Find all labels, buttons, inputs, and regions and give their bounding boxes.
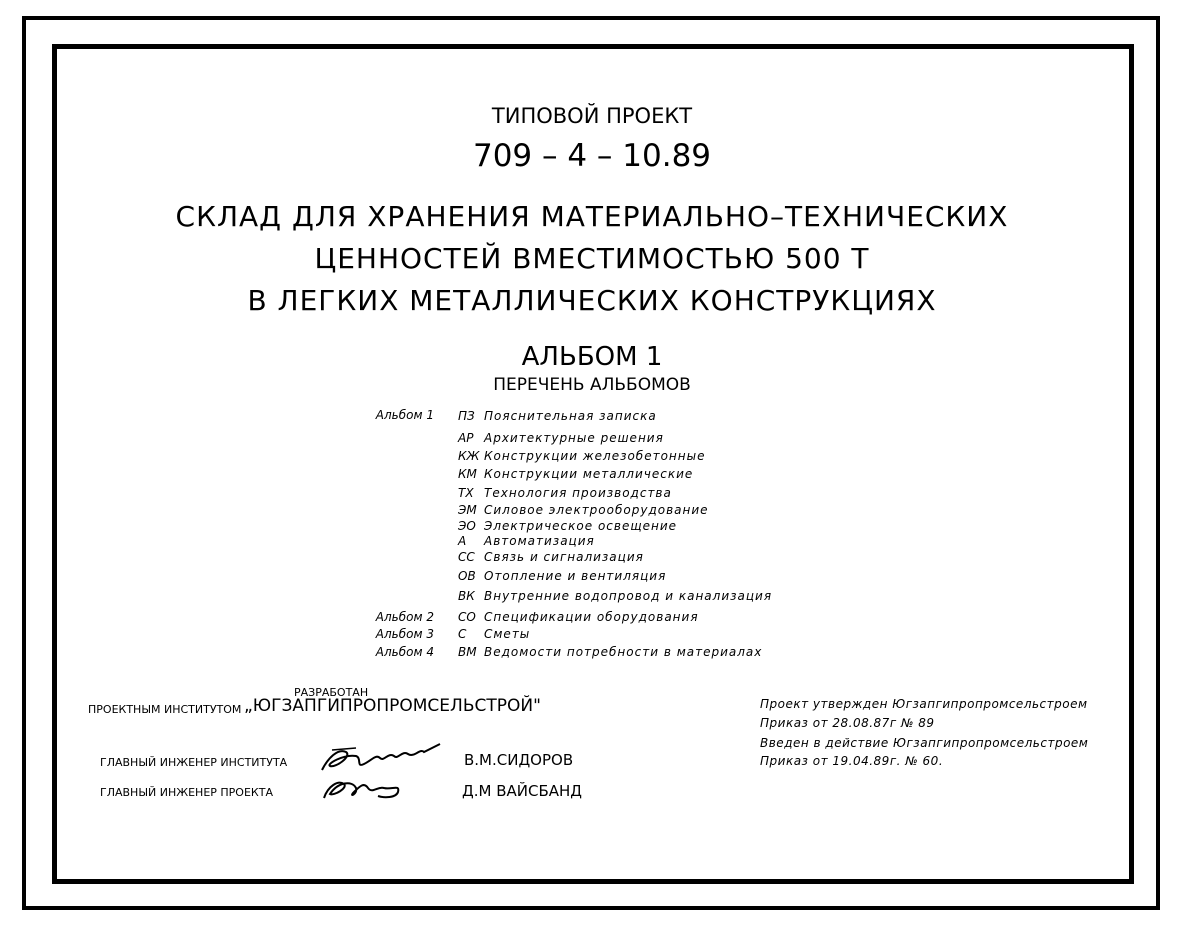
signature-project — [318, 772, 408, 806]
album-label-3: Альбом 3 — [375, 627, 434, 641]
approval-line-3: Введен в действие Югзапгипропромсельстроем — [760, 736, 1089, 750]
title-line-3: В ЛЕГКИХ МЕТАЛЛИЧЕСКИХ КОНСТРУКЦИЯХ — [247, 284, 937, 317]
chief-engineer-project-label: ГЛАВНЫЙ ИНЖЕНЕР ПРОЕКТА — [100, 786, 273, 799]
list-item: Силовое электрооборудование — [484, 503, 709, 517]
title-line-2: ЦЕННОСТЕЙ ВМЕСТИМОСТЬЮ 500 Т — [314, 242, 870, 275]
chief-engineer-project-name: Д.М ВАЙСБАНД — [462, 782, 582, 800]
album-title: АЛЬБОМ 1 — [521, 342, 663, 372]
list-code: ЭО — [458, 519, 476, 533]
list-code: ПЗ — [458, 409, 475, 423]
list-code: ТХ — [458, 486, 474, 500]
institute-prefix: ПРОЕКТНЫМ ИНСТИТУТОМ — [88, 703, 242, 716]
album-subtitle: ПЕРЕЧЕНЬ АЛЬБОМОВ — [493, 375, 691, 395]
list-item: Пояснительная записка — [484, 409, 657, 423]
album-label-1: Альбом 1 — [375, 408, 434, 422]
list-item: Внутренние водопровод и канализация — [484, 589, 773, 603]
title-line-1: СКЛАД ДЛЯ ХРАНЕНИЯ МАТЕРИАЛЬНО–ТЕХНИЧЕСКИХ — [175, 200, 1009, 233]
chief-engineer-institute-label: ГЛАВНЫЙ ИНЖЕНЕР ИНСТИТУТА — [100, 756, 288, 769]
list-code: ВМ — [458, 645, 477, 659]
list-item: Автоматизация — [484, 534, 595, 548]
list-code: СО — [458, 610, 476, 624]
list-code: СС — [458, 550, 475, 564]
list-code: ЭМ — [458, 503, 477, 517]
list-code: А — [458, 534, 467, 548]
list-code: С — [458, 627, 467, 641]
list-item: Сметы — [484, 627, 531, 641]
list-item: Архитектурные решения — [484, 431, 664, 445]
list-item: Технология производства — [484, 486, 672, 500]
list-code: ВК — [458, 589, 475, 603]
project-type: ТИПОВОЙ ПРОЕКТ — [491, 104, 693, 128]
album-label-2: Альбом 2 — [375, 610, 434, 624]
approval-line-2: Приказ от 28.08.87г № 89 — [760, 716, 935, 730]
list-item: Связь и сигнализация — [484, 550, 644, 564]
institute-name: „ЮГЗАПГИПРОПРОМСЕЛЬСТРОЙ" — [244, 696, 541, 716]
list-item: Электрическое освещение — [484, 519, 678, 533]
list-item: Ведомости потребности в материалах — [484, 645, 763, 659]
approval-line-4: Приказ от 19.04.89г. № 60. — [760, 754, 944, 768]
list-code: ОВ — [458, 569, 476, 583]
list-item: Конструкции железобетонные — [484, 449, 706, 463]
developed-label: РАЗРАБОТАН — [294, 686, 369, 699]
album-label-4: Альбом 4 — [375, 645, 434, 659]
approval-line-1: Проект утвержден Югзапгипропромсельстроем — [760, 697, 1088, 711]
list-item: Конструкции металлические — [484, 467, 694, 481]
chief-engineer-institute-name: В.М.СИДОРОВ — [464, 751, 574, 769]
list-code: КЖ — [458, 449, 480, 463]
list-item: Отопление и вентиляция — [484, 569, 667, 583]
list-code: АР — [458, 431, 474, 445]
project-number: 709 – 4 – 10.89 — [472, 138, 712, 174]
list-item: Спецификации оборудования — [484, 610, 699, 624]
list-code: КМ — [458, 467, 477, 481]
